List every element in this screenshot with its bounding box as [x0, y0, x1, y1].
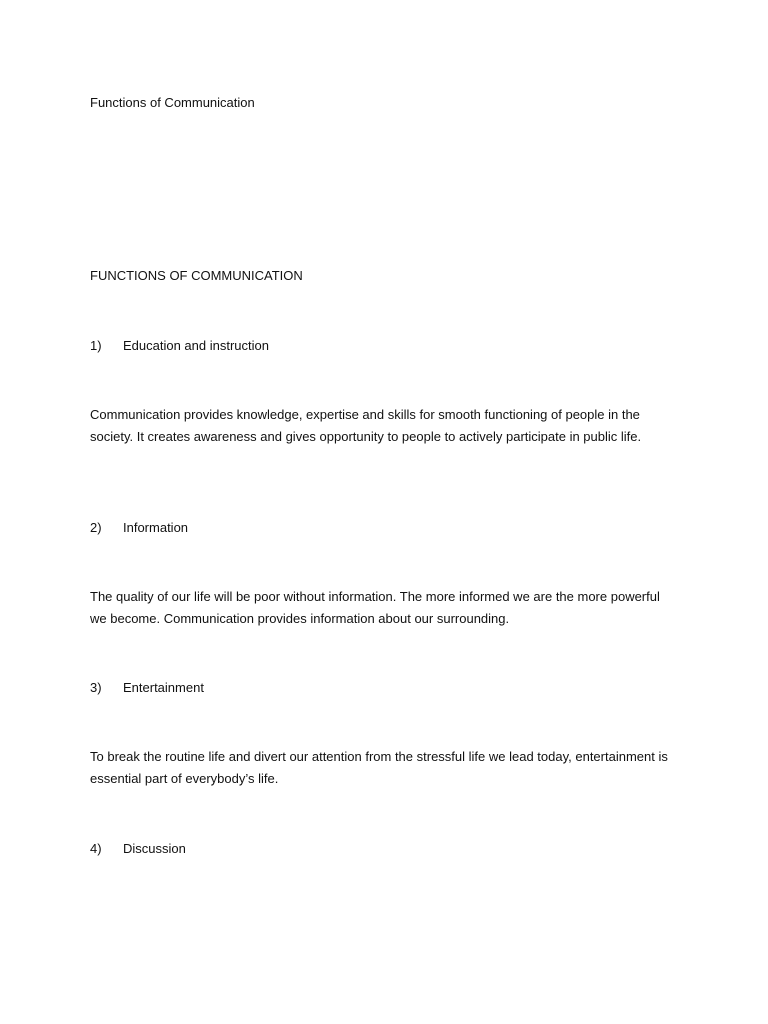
section-4-title: Discussion [123, 841, 186, 856]
section-1-title: Education and instruction [123, 338, 269, 353]
section-4-number: 4) [90, 841, 102, 856]
section-1-number: 1) [90, 338, 102, 353]
document-title: Functions of Communication [90, 95, 255, 110]
section-2-title: Information [123, 520, 189, 535]
section-3-number: 3) [90, 680, 102, 695]
section-2-body: The quality of our life will be poor without information. The more informed we are the more powerful we become. Communication provides information about our surrounding. [90, 589, 660, 626]
section-4-heading [90, 838, 186, 860]
section-1-body: Communication provides knowledge, expertise and skills for smooth functioning of people in the society. It creates awareness and gives opportunity to people to actively participate in public life. [90, 407, 642, 444]
section-1-heading [90, 335, 269, 357]
document-heading: FUNCTIONS OF COMMUNICATION [90, 268, 303, 283]
section-3-heading [90, 677, 204, 699]
section-2-heading [90, 517, 188, 539]
section-3-title: Entertainment [123, 680, 204, 695]
section-2-number: 2) [90, 520, 102, 535]
section-3-body: To break the routine life and divert our attention from the stressful life we lead today, entertainment is essential part of everybody’s life. [90, 749, 668, 786]
